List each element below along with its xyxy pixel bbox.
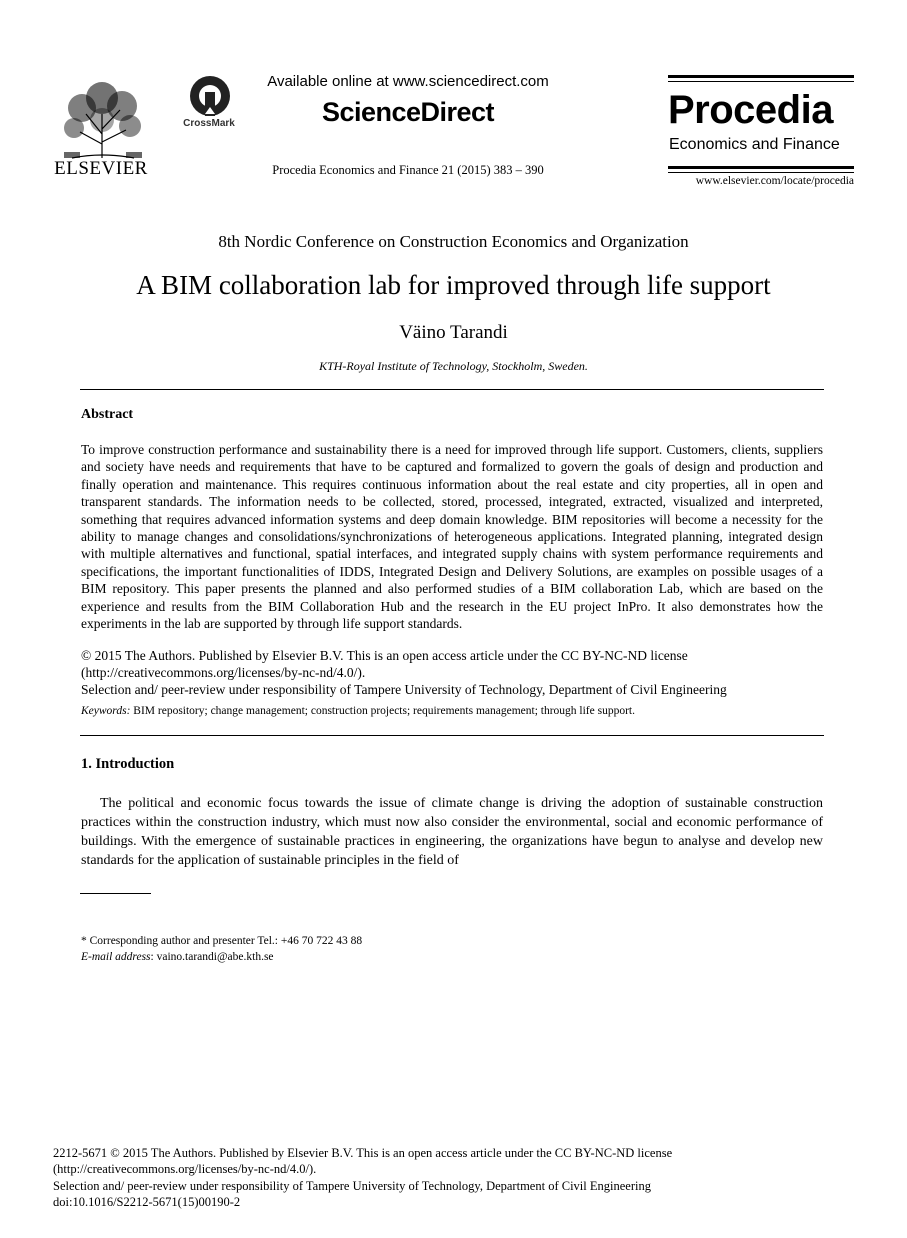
masthead-rule-bottom-thin bbox=[668, 172, 854, 173]
sciencedirect-brand[interactable]: ScienceDirect bbox=[321, 97, 495, 127]
email-label: E-mail address bbox=[81, 951, 151, 963]
doi-line[interactable]: doi:10.1016/S2212-5671(15)00190-2 bbox=[53, 1194, 241, 1209]
available-online-text: Available online at www.sciencedirect.com bbox=[267, 73, 549, 90]
abstract-heading: Abstract bbox=[81, 407, 134, 422]
procedia-title: Procedia bbox=[668, 88, 833, 132]
author-affiliation: KTH-Royal Institute of Technology, Stockholm, Sweden. bbox=[319, 359, 588, 373]
procedia-url-link[interactable]: www.elsevier.com/locate/procedia bbox=[695, 175, 854, 187]
introduction-paragraph: The political and economic focus towards the issue of climate change is driving the adoption of sustainable construction practices within the construction industry, which must now also consider the environmental, social and economic performance of buildings. With the emergence of sustainable practices in engineering, the organizations have begun to analyse and develop new standards for the application of sustainable principles in the field of bbox=[81, 796, 823, 868]
footnote-block bbox=[81, 933, 823, 965]
footnote-rule bbox=[80, 893, 151, 894]
divider-bottom bbox=[80, 735, 824, 736]
issn-license-line: 2212-5671 © 2015 The Authors. Published by Elsevier B.V. This is an open access article under the CC BY-NC-ND license bbox=[53, 1146, 673, 1160]
divider-top bbox=[80, 389, 824, 390]
paper-author: Väino Tarandi bbox=[399, 322, 508, 343]
copyright-block bbox=[81, 647, 823, 698]
journal-citation: Procedia Economics and Finance 21 (2015) 383 – 390 bbox=[272, 163, 544, 177]
conference-name: 8th Nordic Conference on Construction Economics and Organization bbox=[218, 232, 689, 251]
section-heading-introduction: 1. Introduction bbox=[81, 756, 175, 772]
email-address[interactable]: : vaino.tarandi@abe.kth.se bbox=[150, 951, 274, 963]
paper-title: A BIM collaboration lab for improved through life support bbox=[136, 270, 771, 300]
procedia-subtitle: Economics and Finance bbox=[669, 136, 840, 153]
keywords-line bbox=[81, 705, 823, 717]
keywords-list: BIM repository; change management; construction projects; requirements management; through life support. bbox=[130, 705, 635, 717]
masthead-rule-thin bbox=[668, 81, 854, 82]
bottom-license-link[interactable]: (http://creativecommons.org/licenses/by-nc-nd/4.0/). bbox=[53, 1162, 317, 1177]
keywords-label: Keywords: bbox=[81, 705, 131, 717]
copyright-line: © 2015 The Authors. Published by Elsevier B.V. This is an open access article under the CC BY-NC-ND license bbox=[81, 648, 688, 663]
procedia-masthead bbox=[668, 75, 854, 190]
license-link[interactable]: (http://creativecommons.org/licenses/by-nc-nd/4.0/). bbox=[81, 665, 366, 680]
masthead-rule-top bbox=[668, 75, 854, 78]
corresponding-author-note: * Corresponding author and presenter Tel.: +46 70 722 43 88 bbox=[81, 935, 363, 947]
email-note bbox=[81, 949, 823, 965]
crossmark-label: CrossMark bbox=[183, 118, 235, 129]
peer-review-line: Selection and/ peer-review under responsibility of Tampere University of Technology, Department of Civil Engineering bbox=[81, 682, 727, 697]
bottom-peer-review-line: Selection and/ peer-review under responsibility of Tampere University of Technology, Department of Civil Engineering bbox=[53, 1178, 651, 1193]
abstract-body: To improve construction performance and sustainability there is a need for improved through life support. Customers, clients, suppliers and society have needs and requirements that have to be captured and formalized to govern the goals of design and production and finally operation and maintenance. This requires continuous information about the real estate and city properties, all in open and transparent standards. The information needs to be collected, stored, processed, integrated, extracted, visualized and interpreted, something that requires advanced information systems and deep domain knowledge. BIM repositories will become a necessity for the ability to manage changes and consolidations/synchronizations of heterogeneous applications. Integrated planning, integrated design with multiple alternatives and functional, spatial interfaces, and integrated supply chains with system performance requirements and specifications, the important functionalities of IDDS, Integrated Design and Delivery Solutions, are examples on possible usages of a BIM repository. This paper presents the planned and also performed studies of a BIM collaboration Lab, which are based on the experience and results from the BIM Collaboration Hub and the research in the EU project InPro. It also demonstrates how the experiments in the lab are supported by through life support standards. bbox=[81, 442, 823, 632]
elsevier-wordmark: ELSEVIER bbox=[54, 158, 148, 179]
bottom-license-block bbox=[53, 1145, 843, 1210]
masthead-rule-bottom bbox=[668, 166, 854, 169]
